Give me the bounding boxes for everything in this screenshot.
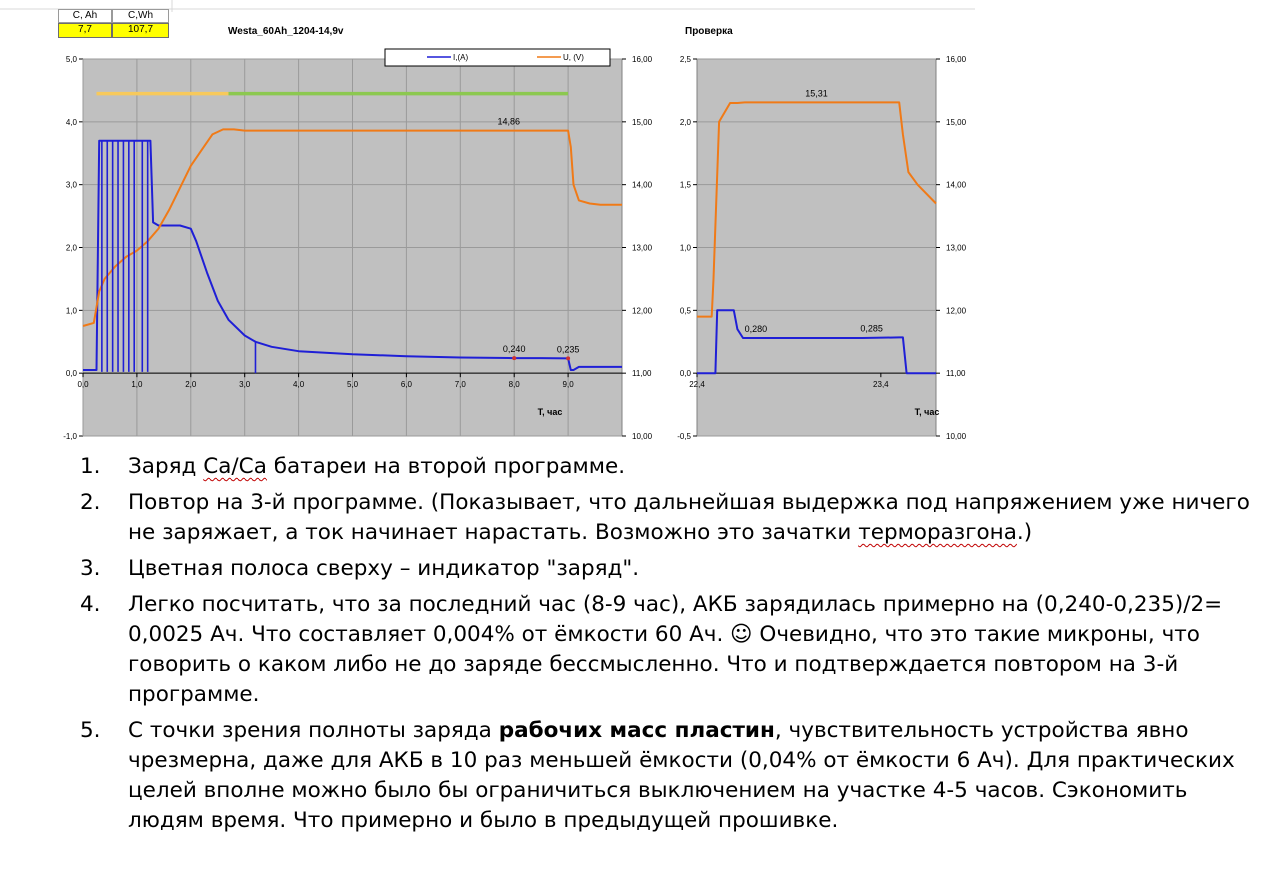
list-item-number: 2.: [80, 490, 101, 515]
x-tick-label: 23,4: [873, 380, 889, 390]
y-left-tick-label: 4,0: [65, 117, 77, 127]
y-right-tick-label: 14,00: [946, 180, 967, 190]
notes-list: [80, 452, 1270, 842]
list-item-text: , чувствительность устройства явно чрезмерна, даже для АКБ в 10 раз меньшей ёмкости (0,04% от ёмкости 6 Ач). Для практических целей вполне можно было бы ограничиться выключением на участке 4-5 часов. Сэкономить людям время. Что примерно и было в предыдущей прошивке.: [128, 718, 1235, 833]
data-label: 0,235: [556, 344, 580, 355]
data-label: 0,280: [744, 323, 768, 334]
data-marker: [566, 356, 570, 360]
data-label: 15,31: [805, 88, 828, 99]
spellcheck-word: терморазгона: [858, 520, 1017, 545]
x-tick-label: 22,4: [689, 380, 705, 390]
y-right-tick-label: 15,00: [632, 117, 653, 127]
cell-c-wh-label[interactable]: C,Wh: [112, 9, 169, 23]
y-right-tick-label: 11,00: [632, 369, 652, 379]
legend-label: U, (V): [563, 53, 584, 62]
x-tick-label: 1,0: [131, 380, 143, 390]
list-item: [80, 554, 1270, 584]
data-marker: [512, 356, 516, 360]
y-right-tick-label: 16,00: [632, 55, 653, 64]
list-item: [80, 590, 1270, 710]
list-item-text: Заряд: [128, 454, 204, 479]
list-item-text: Легко посчитать, что за последний час (8-9 час), АКБ зарядилась примерно на (0,240-0,235)/2= 0,0025 Ач. Что составляет 0,004% от ёмкости 60 Ач. ☺ Очевидно, что это такие микроны, что говорить о каком либо не до заряде бессмысленно. Что и подтверждается повтором на 3-й программе.: [128, 592, 1223, 707]
list-item-number: 4.: [80, 592, 101, 617]
x-tick-label: 4,0: [293, 380, 305, 390]
y-left-tick-label: 3,0: [65, 180, 77, 190]
y-left-tick-label: 1,0: [65, 306, 77, 316]
y-right-tick-label: 16,00: [946, 55, 967, 64]
y-left-tick-label: 0,0: [65, 369, 77, 379]
list-item-text: Повтор на 3-й программе. (Показывает, что дальнейшая выдержка под напряжением уже ничего не заряжает, а ток начинает нарастать. Возможно это зачатки: [128, 490, 1250, 545]
y-right-tick-label: 13,00: [946, 243, 967, 253]
list-item-text: .): [1016, 520, 1033, 545]
y-left-tick-label: 1,5: [679, 180, 691, 190]
list-item: [80, 488, 1270, 548]
y-left-tick-label: 2,5: [679, 55, 691, 64]
list-item: [80, 716, 1270, 836]
spreadsheet-area: [0, 0, 975, 455]
chart-main: [0, 36, 672, 456]
y-right-tick-label: 10,00: [632, 432, 653, 441]
y-left-tick-label: 2,0: [679, 117, 691, 127]
y-right-tick-label: 10,00: [946, 432, 967, 441]
data-label: 0,285: [860, 323, 883, 334]
list-item-number: 5.: [80, 718, 101, 743]
x-tick-label: 9,0: [562, 380, 574, 390]
x-tick-label: 3,0: [239, 380, 251, 390]
chart-title-left: Westa_60Ah_1204-14,9v: [228, 26, 344, 37]
spellcheck-word: Са/Са: [203, 454, 267, 479]
cell-c-wh-value[interactable]: 107,7: [112, 23, 169, 38]
cell-c-ah-label[interactable]: C, Ah: [58, 9, 112, 23]
y-left-tick-label: 0,5: [679, 306, 691, 316]
x-tick-label: 8,0: [508, 380, 520, 390]
list-item-text: С точки зрения полноты заряда: [128, 718, 499, 743]
data-label: 14,86: [497, 116, 521, 127]
list-item-text: Цветная полоса сверху – индикатор "заряд".: [128, 556, 640, 581]
x-tick-label: 6,0: [400, 380, 412, 390]
chart-title-right: Проверка: [685, 26, 733, 37]
y-left-tick-label: 1,0: [679, 243, 691, 253]
y-right-tick-label: 13,00: [632, 243, 653, 253]
x-tick-label: 7,0: [454, 380, 466, 390]
y-left-tick-label: 0,0: [679, 369, 691, 379]
list-item-number: 1.: [80, 454, 101, 479]
data-label: 0,240: [502, 344, 526, 355]
x-tick-label: 5,0: [346, 380, 359, 390]
cell-c-ah-value[interactable]: 7,7: [58, 23, 112, 38]
list-item: [80, 452, 1270, 482]
list-item-number: 3.: [80, 556, 101, 581]
x-tick-label: 2,0: [185, 380, 197, 390]
y-right-tick-label: 12,00: [946, 306, 967, 316]
list-item-text: батареи на второй программе.: [266, 454, 626, 479]
y-right-tick-label: 15,00: [946, 117, 967, 127]
x-tick-label: 0,0: [77, 380, 89, 390]
legend: [385, 49, 610, 66]
y-left-tick-label: -0,5: [677, 432, 691, 441]
x-axis-label: T, час: [537, 407, 563, 418]
chart-check: [672, 36, 972, 456]
y-left-tick-label: -1,0: [63, 432, 77, 441]
y-left-tick-label: 2,0: [65, 243, 77, 253]
legend-label: I,(A): [453, 53, 469, 62]
y-right-tick-label: 14,00: [632, 180, 653, 190]
y-left-tick-label: 5,0: [65, 55, 77, 64]
y-right-tick-label: 11,00: [946, 369, 966, 379]
bold-phrase: рабочих масс пластин: [498, 718, 775, 743]
y-right-tick-label: 12,00: [632, 306, 653, 316]
x-axis-label: T, час: [914, 407, 940, 418]
